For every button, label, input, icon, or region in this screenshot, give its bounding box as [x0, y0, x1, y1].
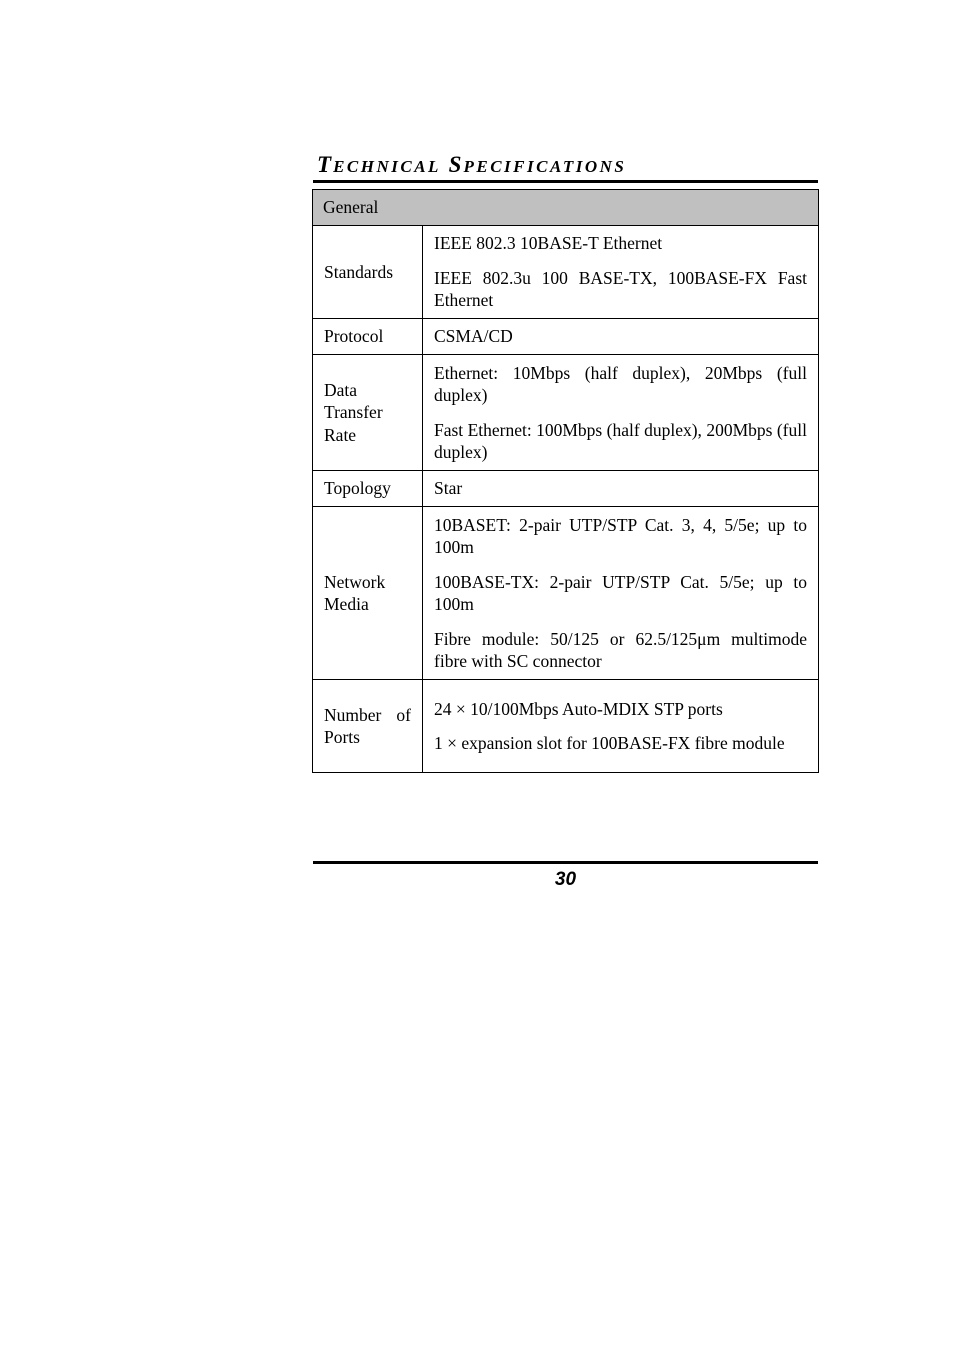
title-word-technical: ECHNICAL — [333, 157, 441, 176]
value-line: IEEE 802.3u 100 BASE-TX, 100BASE-FX Fast Ethernet — [434, 267, 807, 311]
page-number: 30 — [554, 869, 577, 890]
table-row-protocol — [313, 319, 819, 355]
value-line: 10BASET: 2-pair UTP/STP Cat. 3, 4, 5/5e; up to 100m — [434, 514, 807, 557]
row-value — [423, 226, 819, 319]
row-value — [423, 319, 819, 355]
footer-rule — [313, 861, 818, 864]
row-value — [423, 355, 819, 471]
title-underline — [313, 180, 818, 183]
value-line: Star — [434, 478, 463, 499]
row-value — [423, 507, 819, 680]
spec-table — [312, 189, 819, 773]
table-row-data-transfer-rate — [313, 355, 819, 471]
value-line: 24 × 10/100Mbps Auto-MDIX STP ports — [434, 698, 723, 719]
row-label: Data Transfer Rate — [313, 355, 423, 471]
value-line: IEEE 802.3 10BASE-T Ethernet — [434, 233, 663, 254]
value-line: Ethernet: 10Mbps (half duplex), 20Mbps (full duplex) — [434, 362, 807, 405]
table-row-number-of-ports — [313, 680, 819, 773]
table-row-standards — [313, 226, 819, 319]
title-word-specifications: PECIFICATIONS — [463, 157, 627, 176]
table-row-network-media — [313, 507, 819, 680]
row-label: Network Media — [313, 507, 423, 680]
value-line: 100BASE-TX: 2-pair UTP/STP Cat. 5/5e; up to 100m — [434, 571, 807, 614]
title-initial-s: S — [448, 152, 464, 177]
value-line: Fibre module: 50/125 or 62.5/125μm multimode fibre with SC connector — [434, 628, 807, 671]
value-line: 1 × expansion slot for 100BASE-FX fibre module — [434, 733, 785, 753]
table-header-general: General — [313, 190, 819, 226]
table-header-row — [313, 190, 819, 226]
row-value — [423, 471, 819, 507]
section-title — [317, 150, 626, 182]
title-initial-t: T — [317, 152, 334, 177]
value-line: Fast Ethernet: 100Mbps (half duplex), 200Mbps (full duplex) — [434, 419, 807, 462]
row-value — [423, 680, 819, 773]
row-label: Protocol — [313, 319, 423, 355]
value-line: CSMA/CD — [434, 326, 513, 347]
table-row-topology — [313, 471, 819, 507]
row-label: Topology — [313, 471, 423, 507]
row-label: Standards — [313, 226, 423, 319]
row-label: Number of Ports — [313, 680, 423, 773]
